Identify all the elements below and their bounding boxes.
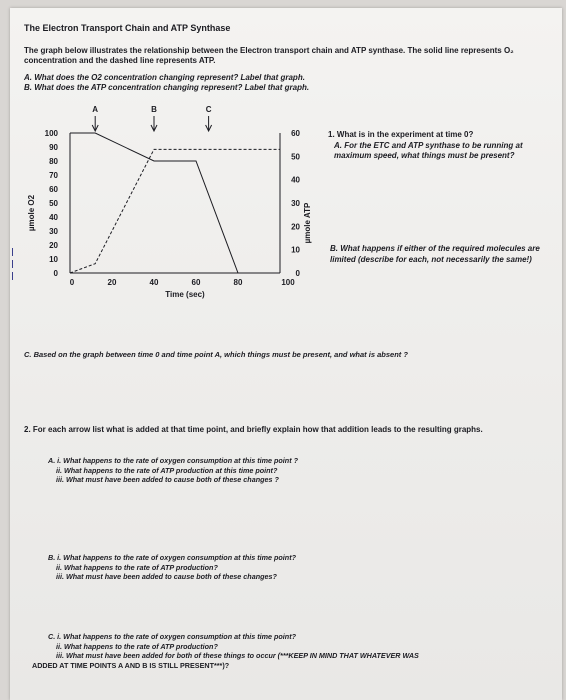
y-left-tick-label: 10 [49,255,58,264]
q2-b-line-3: iii. What must have been added to cause both of these changes? [56,572,277,581]
y-left-tick-label: 70 [49,171,58,180]
q2-a-line-1: A. i. What happens to the rate of oxygen consumption at this time point ? [48,456,298,465]
q2-c-line-4: ADDED AT TIME POINTS A AND B IS STILL PRESENT***)? [32,661,230,670]
x-tick-label: 40 [149,278,159,287]
y-right-tick-label: 0 [295,269,300,278]
y-left-tick-label: 30 [49,227,58,236]
y-left-tick-label: 0 [53,269,58,278]
y-left-tick-label: 40 [49,213,58,222]
pen-mark [12,272,18,280]
y-left-tick-label: 80 [49,157,58,166]
q2-c-line-3: iii. What must have been added for both of these things to occur (***KEEP IN MIND THAT WHATEVER WAS [56,651,419,660]
y-right-axis-label: µmole ATP [303,202,312,244]
y-right-tick-label: 10 [291,245,300,255]
y-left-tick-label: 100 [44,129,58,138]
arrow-label: A [92,105,99,114]
x-tick-label: 20 [107,278,117,287]
y-left-tick-label: 50 [49,199,58,208]
y-left-axis-label: µmole O2 [27,194,36,232]
pen-mark [12,248,18,256]
worksheet-page [10,8,562,700]
y-left-tick-label: 20 [49,241,58,250]
q2-a-line-2: ii. What happens to the rate of ATP production at this time point? [56,466,278,475]
y-right-tick-label: 50 [291,152,300,162]
q2-b-line-2: ii. What happens to the rate of ATP production? [56,563,218,572]
q2-c-line-1: C. i. What happens to the rate of oxygen consumption at this time point? [48,632,296,641]
side-question-1-a: A. For the ETC and ATP synthase to be running at maximum speed, what things must be present? [334,140,523,160]
x-tick-label: 0 [69,278,75,287]
y-right-tick-label: 40 [291,175,300,185]
x-tick-label: 80 [233,278,243,287]
question-a: A. What does the O2 concentration changing represent? Label that graph. [24,73,305,82]
question-2-prompt: 2. For each arrow list what is added at that time point, and briefly explain how that addition leads to the resulting graphs. [24,425,483,434]
x-tick-label: 100 [281,278,295,287]
atp-dashed-line [70,149,280,273]
arrow-label: C [205,105,212,114]
q2-a-line-3: iii. What must have been added to cause both of these changes ? [56,475,279,484]
side-question-1-b: B. What happens if either of the required molecules are limited (describe for each, not necessarily the same!) [330,244,540,264]
q2-b-line-1: B. i. What happens to the rate of oxygen consumption at this time point? [48,553,296,562]
pen-mark [12,260,18,268]
y-right-tick-label: 30 [291,199,300,208]
worksheet-title: The Electron Transport Chain and ATP Synthase [24,23,231,33]
y-left-tick-label: 60 [49,185,58,194]
x-axis-label: Time (sec) [165,290,205,299]
arrow-label: B [151,105,157,114]
intro-paragraph: The graph below illustrates the relationship between the Electron transport chain and ATP synthase. The solid line represents O₂ concentration and the dashed line represents ATP. [24,46,514,65]
side-question-1-intro: 1. What is in the experiment at time 0? [328,130,474,139]
etc-atp-chart [10,8,562,338]
side-question-1 [328,130,548,162]
question-c: C. Based on the graph between time 0 and time point A, which things must be present, and what is absent ? [24,350,408,359]
question-b: B. What does the ATP concentration changing represent? Label that graph. [24,83,310,92]
y-right-tick-label: 60 [291,129,300,138]
q2-c-line-2: ii. What happens to the rate of ATP production? [56,642,218,651]
x-tick-label: 60 [191,278,201,287]
y-left-tick-label: 90 [49,143,58,152]
y-right-tick-label: 20 [291,222,300,232]
